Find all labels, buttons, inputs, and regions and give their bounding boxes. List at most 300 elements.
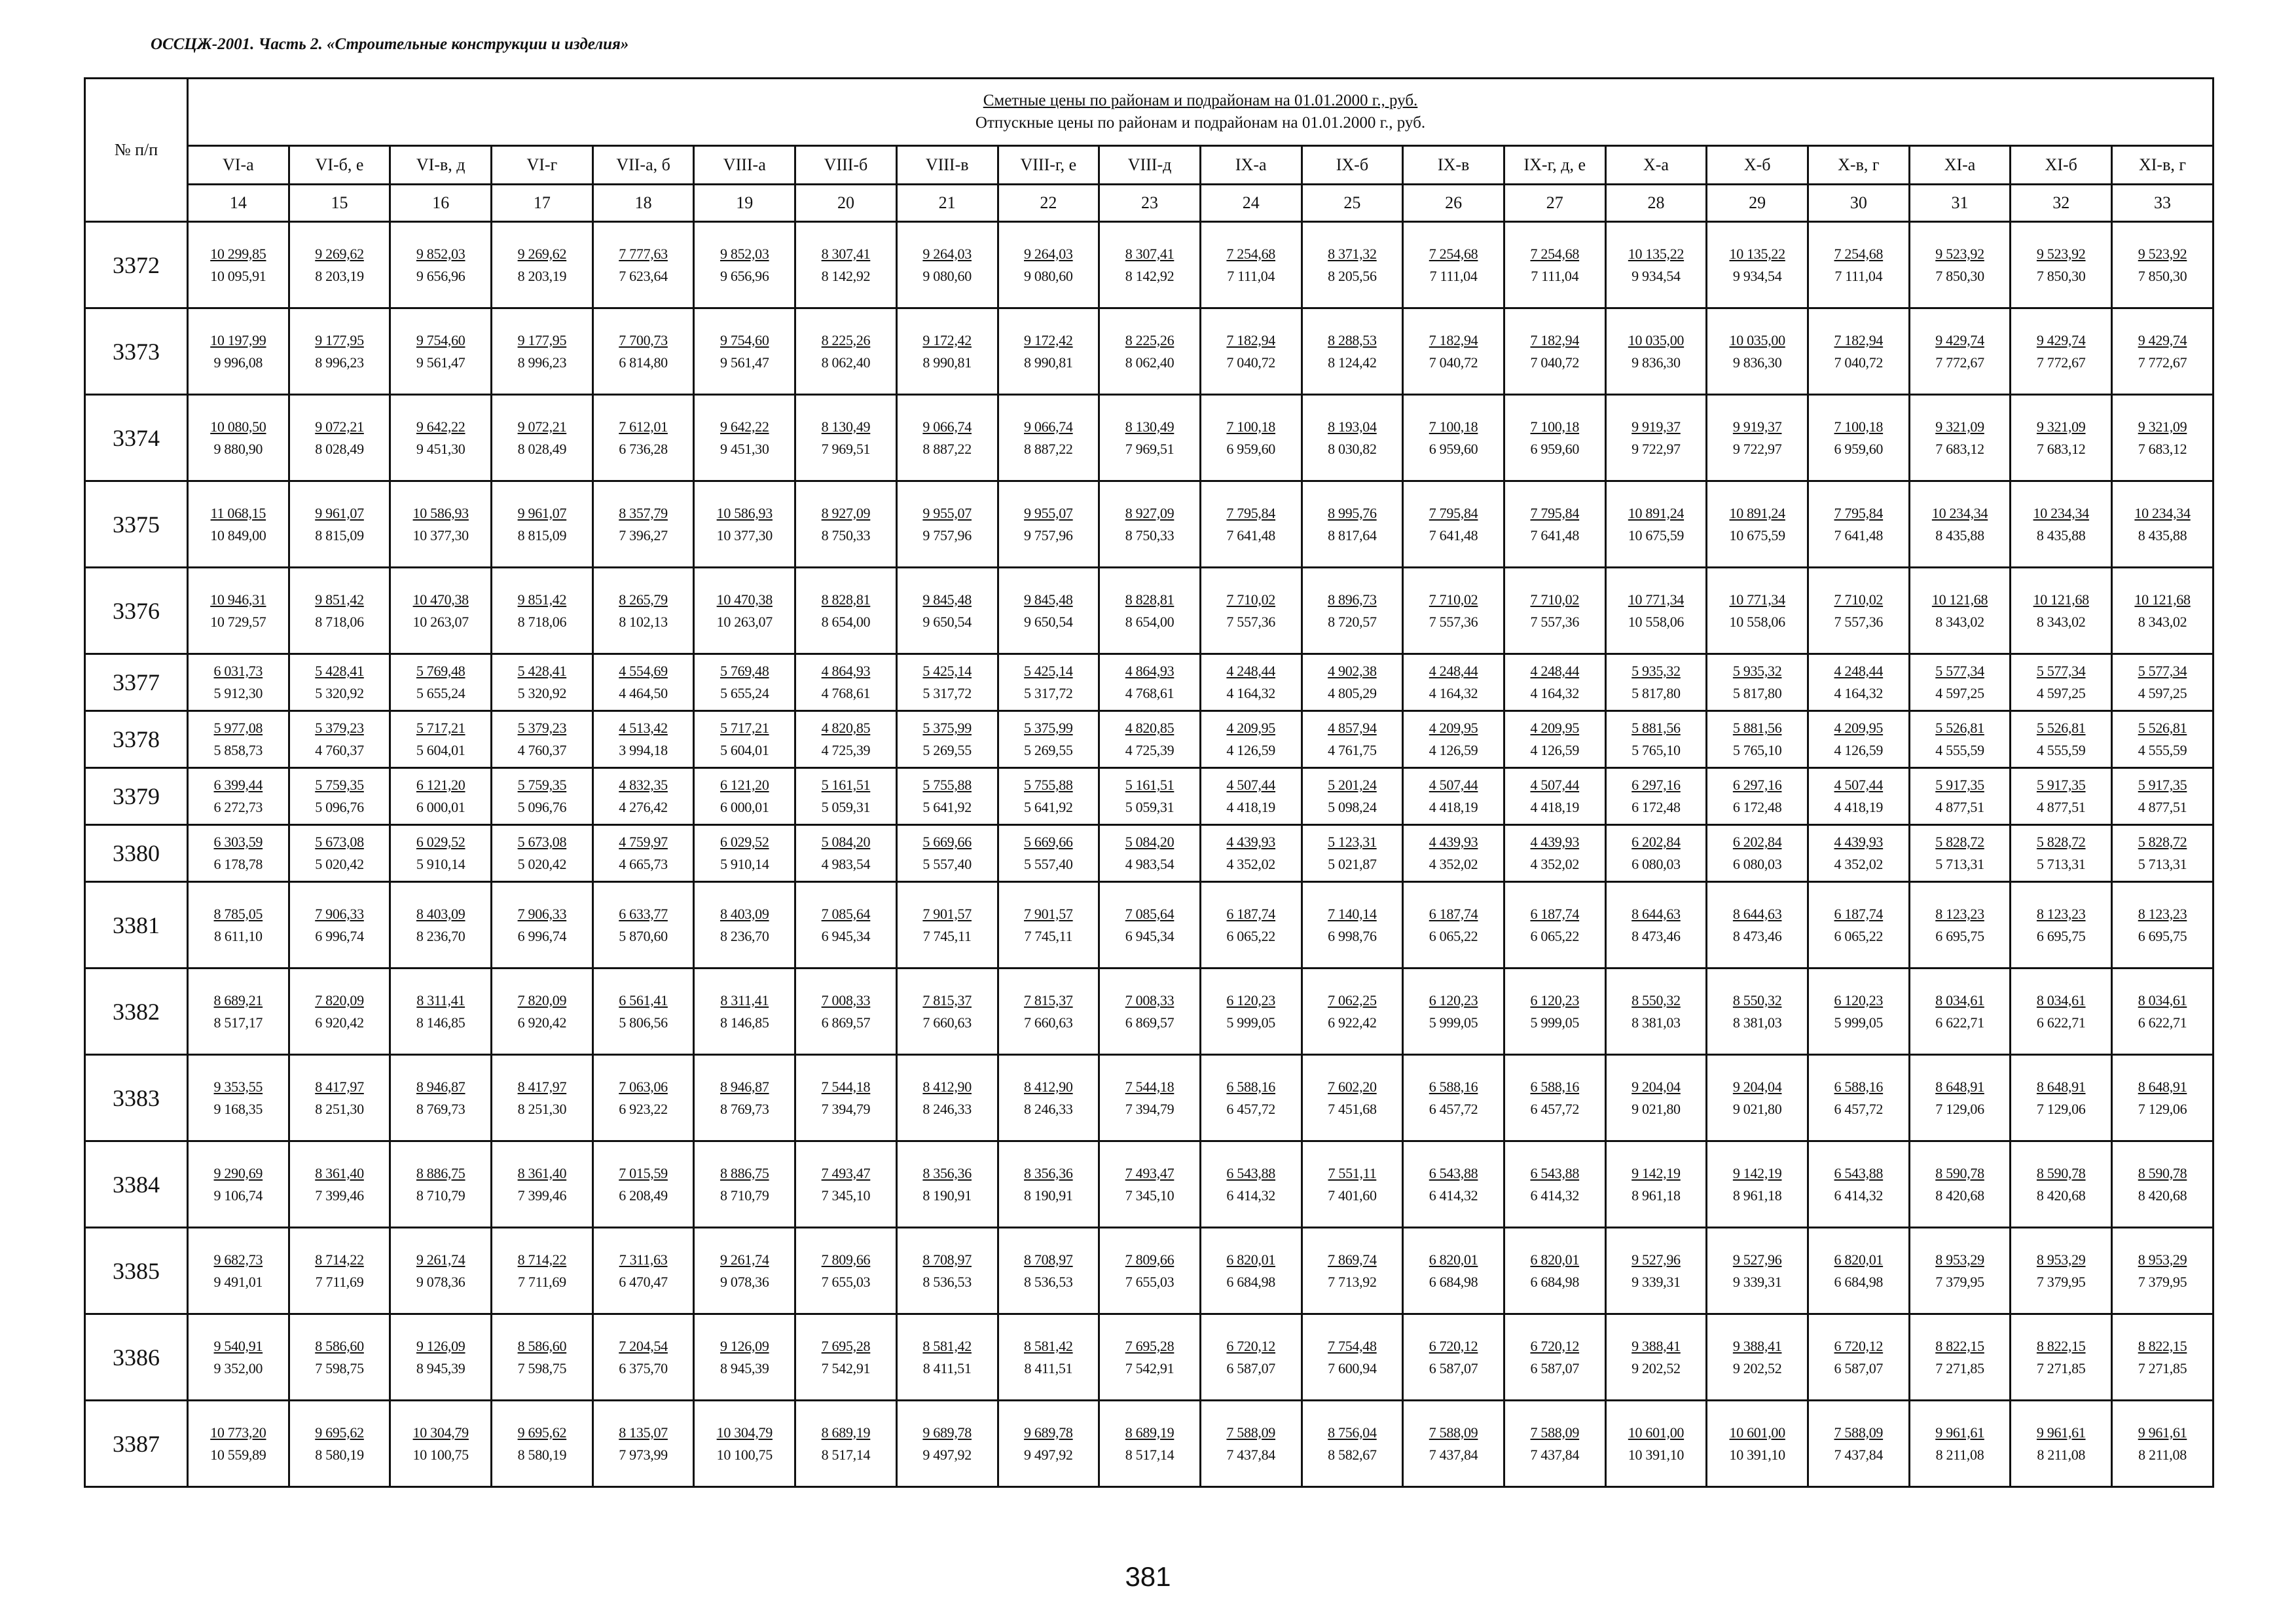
estimated-price: 8 644,63 (1631, 905, 1681, 922)
price-cell (1605, 969, 1707, 1055)
estimated-price: 5 881,56 (1631, 720, 1681, 736)
release-price: 9 202,52 (1631, 1359, 1681, 1376)
estimated-price: 8 708,97 (922, 1251, 972, 1268)
estimated-price: 9 261,74 (720, 1251, 769, 1268)
estimated-price: 10 304,79 (716, 1424, 773, 1441)
price-cell (795, 1141, 897, 1228)
release-price: 4 418,19 (1834, 799, 1884, 815)
estimated-price: 9 429,74 (2036, 331, 2086, 348)
price-cell (896, 882, 998, 969)
release-price: 8 246,33 (922, 1100, 972, 1117)
release-price: 7 641,48 (1834, 526, 1884, 544)
row-number: 3376 (85, 568, 188, 654)
estimated-price: 7 906,33 (517, 905, 567, 922)
estimated-price: 4 832,35 (619, 777, 668, 793)
release-price: 7 394,79 (1125, 1100, 1175, 1117)
price-cell (390, 882, 492, 969)
release-price: 9 561,47 (416, 354, 465, 371)
price-cell (492, 969, 593, 1055)
estimated-price: 8 311,41 (416, 991, 465, 1008)
price-cell (795, 1314, 897, 1401)
release-price: 7 437,84 (1834, 1446, 1884, 1463)
release-price: 7 401,60 (1328, 1187, 1377, 1204)
price-cell (1200, 768, 1302, 825)
estimated-price: 6 120,23 (1834, 991, 1884, 1008)
price-cell (896, 1141, 998, 1228)
release-price: 4 418,19 (1429, 799, 1478, 815)
release-price: 8 435,88 (2036, 526, 2086, 544)
price-cell (390, 308, 492, 395)
estimated-price: 10 135,22 (1628, 245, 1685, 262)
row-number: 3373 (85, 308, 188, 395)
release-price: 7 451,68 (1328, 1100, 1377, 1117)
price-cell (1605, 481, 1707, 568)
price-cell (1605, 1055, 1707, 1141)
release-price: 7 040,72 (1530, 354, 1580, 371)
release-price: 4 725,39 (1125, 742, 1175, 758)
release-price: 6 457,72 (1530, 1100, 1580, 1117)
price-cell (1909, 568, 2011, 654)
release-price: 7 396,27 (619, 526, 668, 544)
price-cell (694, 882, 795, 969)
table-body (85, 222, 2214, 1487)
estimated-price: 4 439,93 (1530, 834, 1580, 850)
estimated-price: 10 080,50 (210, 418, 266, 435)
estimated-price: 6 720,12 (1429, 1337, 1478, 1354)
price-cell (1302, 1401, 1403, 1487)
release-price: 6 065,22 (1226, 927, 1276, 944)
price-cell (1099, 395, 1201, 481)
price-cell (1302, 568, 1403, 654)
price-cell (1200, 481, 1302, 568)
estimated-price: 8 822,15 (2036, 1337, 2086, 1354)
price-cell (1909, 768, 2011, 825)
price-cell (492, 654, 593, 711)
release-price: 5 604,01 (416, 742, 465, 758)
price-cell (896, 568, 998, 654)
price-cell (1605, 395, 1707, 481)
estimated-price: 7 795,84 (1429, 504, 1478, 521)
price-cell (492, 882, 593, 969)
estimated-price: 6 543,88 (1226, 1164, 1276, 1181)
price-cell (289, 882, 390, 969)
estimated-price: 8 886,75 (416, 1164, 465, 1181)
column-number: 19 (694, 185, 795, 222)
release-price: 4 760,37 (315, 742, 364, 758)
release-price: 6 080,03 (1631, 856, 1681, 872)
table-row (85, 825, 2214, 882)
estimated-price: 7 182,94 (1530, 331, 1580, 348)
estimated-price: 10 234,34 (2033, 504, 2089, 521)
estimated-price: 5 673,08 (517, 834, 567, 850)
price-cell (492, 1314, 593, 1401)
release-price: 5 098,24 (1328, 799, 1377, 815)
release-price: 8 580,19 (315, 1446, 364, 1463)
price-cell (694, 1228, 795, 1314)
table-row (85, 568, 2214, 654)
price-cell (1808, 481, 1910, 568)
estimated-price: 5 577,34 (1935, 663, 1984, 679)
estimated-price: 9 845,48 (922, 591, 972, 608)
price-cell (1302, 481, 1403, 568)
release-price: 8 205,56 (1328, 267, 1377, 284)
estimated-price: 4 248,44 (1226, 663, 1276, 679)
price-cell (1099, 1141, 1201, 1228)
price-cell (1504, 768, 1605, 825)
release-price: 8 961,18 (1732, 1187, 1782, 1204)
price-cell (896, 222, 998, 308)
release-price: 6 959,60 (1834, 440, 1884, 457)
estimated-price: 7 015,59 (619, 1164, 668, 1181)
column-number: 21 (896, 185, 998, 222)
price-cell (1707, 568, 1808, 654)
estimated-price: 5 935,32 (1732, 663, 1782, 679)
release-price: 8 190,91 (1024, 1187, 1073, 1204)
release-price: 8 996,23 (517, 354, 567, 371)
column-number: 15 (289, 185, 390, 222)
release-price: 5 269,55 (1024, 742, 1073, 758)
column-number: 26 (1403, 185, 1504, 222)
price-cell (2112, 1141, 2214, 1228)
estimated-price: 9 204,04 (1732, 1078, 1782, 1095)
estimated-price: 9 955,07 (1024, 504, 1073, 521)
release-price: 7 850,30 (2138, 267, 2187, 284)
price-cell (998, 768, 1099, 825)
region-header: XI-б (2011, 146, 2112, 185)
price-cell (1909, 1401, 2011, 1487)
price-cell (592, 1141, 694, 1228)
estimated-price: 4 554,69 (619, 663, 668, 679)
estimated-price: 8 130,49 (1125, 418, 1175, 435)
release-price: 6 920,42 (517, 1014, 567, 1031)
price-cell (592, 711, 694, 768)
price-cell (1302, 1228, 1403, 1314)
estimated-price: 4 513,42 (619, 720, 668, 736)
estimated-price: 6 588,16 (1530, 1078, 1580, 1095)
release-price: 5 999,05 (1429, 1014, 1478, 1031)
estimated-price: 7 815,37 (922, 991, 972, 1008)
release-price: 8 203,19 (315, 267, 364, 284)
price-cell (1707, 969, 1808, 1055)
estimated-price: 4 902,38 (1328, 663, 1377, 679)
release-price: 6 457,72 (1834, 1100, 1884, 1117)
release-price: 5 021,87 (1328, 856, 1377, 872)
release-price: 10 675,59 (1628, 526, 1685, 544)
price-cell (795, 768, 897, 825)
estimated-price: 10 773,20 (210, 1424, 266, 1441)
estimated-price: 8 412,90 (1024, 1078, 1073, 1095)
release-price: 7 040,72 (1429, 354, 1478, 371)
estimated-price: 6 720,12 (1226, 1337, 1276, 1354)
estimated-price: 7 869,74 (1328, 1251, 1377, 1268)
region-row (85, 146, 2214, 185)
estimated-price: 9 851,42 (517, 591, 567, 608)
price-cell (1099, 969, 1201, 1055)
release-price: 9 934,54 (1631, 267, 1681, 284)
price-cell (1403, 222, 1504, 308)
price-cell (1099, 768, 1201, 825)
price-cell (795, 568, 897, 654)
price-cell (1403, 711, 1504, 768)
price-cell (1200, 308, 1302, 395)
release-price: 6 457,72 (1429, 1100, 1478, 1117)
estimated-price: 8 123,23 (2138, 905, 2187, 922)
price-cell (896, 1401, 998, 1487)
estimated-price: 5 375,99 (922, 720, 972, 736)
estimated-price: 9 523,92 (2036, 245, 2086, 262)
price-cell (998, 711, 1099, 768)
release-price: 6 000,01 (720, 799, 769, 815)
release-price: 5 317,72 (1024, 685, 1073, 701)
release-price: 10 558,06 (1729, 613, 1785, 630)
release-price: 5 655,24 (416, 685, 465, 701)
price-cell (390, 1055, 492, 1141)
price-cell (795, 969, 897, 1055)
release-price: 8 343,02 (1935, 613, 1984, 630)
estimated-price: 6 820,01 (1834, 1251, 1884, 1268)
price-cell (1200, 654, 1302, 711)
price-cell (1707, 768, 1808, 825)
price-cell (1808, 1055, 1910, 1141)
release-price: 7 271,85 (2036, 1359, 2086, 1376)
price-cell (592, 395, 694, 481)
price-cell (2011, 222, 2112, 308)
price-cell (1302, 711, 1403, 768)
release-price: 7 345,10 (821, 1187, 871, 1204)
price-cell (1200, 395, 1302, 481)
price-cell (694, 568, 795, 654)
region-header: VIII-в (896, 146, 998, 185)
estimated-price: 5 084,20 (821, 834, 871, 850)
price-cell (1099, 481, 1201, 568)
release-price: 5 912,30 (213, 685, 263, 701)
estimated-price: 9 852,03 (720, 245, 769, 262)
release-price: 7 129,06 (2138, 1100, 2187, 1117)
price-cell (2112, 1401, 2214, 1487)
estimated-price: 7 710,02 (1429, 591, 1478, 608)
estimated-price: 7 551,11 (1328, 1164, 1377, 1181)
estimated-price: 6 720,12 (1834, 1337, 1884, 1354)
release-price: 7 437,84 (1429, 1446, 1478, 1463)
release-price: 8 887,22 (1024, 440, 1073, 457)
price-cell (390, 1141, 492, 1228)
price-cell (1808, 711, 1910, 768)
release-price: 6 684,98 (1530, 1273, 1580, 1290)
estimated-price: 6 187,74 (1834, 905, 1884, 922)
estimated-price: 10 121,68 (2033, 591, 2089, 608)
estimated-price: 8 403,09 (720, 905, 769, 922)
price-cell (188, 1141, 289, 1228)
estimated-price: 9 269,62 (517, 245, 567, 262)
release-price: 10 391,10 (1729, 1446, 1785, 1463)
price-cell (1909, 1141, 2011, 1228)
estimated-price: 5 759,35 (517, 777, 567, 793)
estimated-price: 7 795,84 (1834, 504, 1884, 521)
price-cell (998, 882, 1099, 969)
estimated-price: 7 809,66 (821, 1251, 871, 1268)
release-price: 5 713,31 (2138, 856, 2187, 872)
table-row (85, 1141, 2214, 1228)
price-cell (998, 1314, 1099, 1401)
release-price: 6 922,42 (1328, 1014, 1377, 1031)
price-cell (795, 711, 897, 768)
release-price: 5 641,92 (922, 799, 972, 815)
release-price: 5 557,40 (1024, 856, 1073, 872)
column-number: 28 (1605, 185, 1707, 222)
estimated-price: 9 261,74 (416, 1251, 465, 1268)
estimated-price: 8 714,22 (517, 1251, 567, 1268)
estimated-price: 9 066,74 (922, 418, 972, 435)
estimated-price: 7 140,14 (1328, 905, 1377, 922)
estimated-price: 7 100,18 (1530, 418, 1580, 435)
price-cell (188, 1314, 289, 1401)
estimated-price: 9 754,60 (720, 331, 769, 348)
release-price: 8 769,73 (416, 1100, 465, 1117)
price-cell (2112, 882, 2214, 969)
price-cell (1099, 711, 1201, 768)
estimated-price: 9 353,55 (213, 1078, 263, 1095)
release-price: 5 806,56 (619, 1014, 668, 1031)
release-price: 6 622,71 (1935, 1014, 1984, 1031)
estimated-price: 9 177,95 (315, 331, 364, 348)
price-cell (2011, 768, 2112, 825)
estimated-price: 9 689,78 (1024, 1424, 1073, 1441)
price-cell (289, 308, 390, 395)
price-cell (1302, 768, 1403, 825)
release-price: 4 418,19 (1530, 799, 1580, 815)
estimated-price: 9 540,91 (213, 1337, 263, 1354)
release-price: 4 805,29 (1328, 685, 1377, 701)
estimated-price: 4 507,44 (1226, 777, 1276, 793)
price-cell (1909, 308, 2011, 395)
release-price: 8 211,08 (2138, 1446, 2187, 1463)
estimated-price: 7 008,33 (1125, 991, 1175, 1008)
release-price: 6 959,60 (1429, 440, 1478, 457)
price-cell (1200, 222, 1302, 308)
estimated-price: 6 588,16 (1226, 1078, 1276, 1095)
estimated-price: 9 172,42 (1024, 331, 1073, 348)
price-cell (592, 481, 694, 568)
region-header: VI-б, е (289, 146, 390, 185)
estimated-price: 8 225,26 (1125, 331, 1175, 348)
price-cell (1302, 222, 1403, 308)
price-cell (2112, 222, 2214, 308)
release-price: 9 722,97 (1732, 440, 1782, 457)
price-cell (2112, 1228, 2214, 1314)
estimated-price: 8 995,76 (1328, 504, 1377, 521)
estimated-price: 6 031,73 (213, 663, 263, 679)
release-price: 6 814,80 (619, 354, 668, 371)
release-price: 6 695,75 (2036, 927, 2086, 944)
price-cell (188, 711, 289, 768)
region-header: VIII-а (694, 146, 795, 185)
estimated-price: 8 586,60 (517, 1337, 567, 1354)
estimated-price: 8 822,15 (1935, 1337, 1984, 1354)
price-cell (1200, 711, 1302, 768)
region-header: XI-а (1909, 146, 2011, 185)
price-cell (1909, 654, 2011, 711)
price-cell (1099, 308, 1201, 395)
estimated-price: 7 906,33 (315, 905, 364, 922)
release-price: 8 580,19 (517, 1446, 567, 1463)
estimated-price: 6 588,16 (1834, 1078, 1884, 1095)
estimated-price: 6 120,23 (1226, 991, 1276, 1008)
release-price: 9 078,36 (416, 1273, 465, 1290)
estimated-price: 7 695,28 (821, 1337, 871, 1354)
release-price: 7 040,72 (1834, 354, 1884, 371)
estimated-price: 8 953,29 (2138, 1251, 2187, 1268)
estimated-price: 7 254,68 (1429, 245, 1478, 262)
release-price: 8 654,00 (1125, 613, 1175, 630)
estimated-price: 5 428,41 (517, 663, 567, 679)
release-price: 7 772,67 (2036, 354, 2086, 371)
estimated-price: 9 919,37 (1732, 418, 1782, 435)
release-price: 7 772,67 (1935, 354, 1984, 371)
table-title (188, 79, 2214, 146)
price-cell (1504, 1055, 1605, 1141)
release-price: 6 172,48 (1631, 799, 1681, 815)
release-price: 4 352,02 (1226, 856, 1276, 872)
price-cell (1808, 395, 1910, 481)
price-cell (795, 882, 897, 969)
estimated-price: 8 648,91 (2138, 1078, 2187, 1095)
release-price: 8 961,18 (1631, 1187, 1681, 1204)
estimated-price: 8 356,36 (1024, 1164, 1073, 1181)
estimated-price: 7 795,84 (1226, 504, 1276, 521)
price-cell (188, 1401, 289, 1487)
release-price: 8 945,39 (720, 1359, 769, 1376)
estimated-price: 5 769,48 (720, 663, 769, 679)
estimated-price: 10 891,24 (1628, 504, 1685, 521)
estimated-price: 6 820,01 (1429, 1251, 1478, 1268)
estimated-price: 9 172,42 (922, 331, 972, 348)
price-cell (1605, 882, 1707, 969)
price-cell (1909, 222, 2011, 308)
price-cell (1707, 882, 1808, 969)
price-cell (1605, 768, 1707, 825)
release-price: 8 142,92 (1125, 267, 1175, 284)
estimated-price: 4 439,93 (1834, 834, 1884, 850)
release-price: 10 729,57 (210, 613, 266, 630)
price-cell (1504, 1228, 1605, 1314)
price-cell (1099, 1314, 1201, 1401)
release-price: 7 129,06 (2036, 1100, 2086, 1117)
price-cell (998, 969, 1099, 1055)
price-cell (795, 825, 897, 882)
estimated-price: 4 507,44 (1429, 777, 1478, 793)
price-cell (1403, 308, 1504, 395)
estimated-price: 5 425,14 (922, 663, 972, 679)
price-cell (1707, 1314, 1808, 1401)
estimated-price: 4 248,44 (1429, 663, 1478, 679)
release-price: 5 269,55 (922, 742, 972, 758)
price-cell (289, 222, 390, 308)
estimated-price: 9 388,41 (1732, 1337, 1782, 1354)
estimated-price: 4 209,95 (1834, 720, 1884, 736)
estimated-price: 5 201,24 (1328, 777, 1377, 793)
price-cell (390, 711, 492, 768)
price-cell (998, 568, 1099, 654)
estimated-price: 8 356,36 (922, 1164, 972, 1181)
price-cell (289, 711, 390, 768)
price-cell (1808, 1228, 1910, 1314)
price-cell (896, 654, 998, 711)
price-cell (2112, 568, 2214, 654)
release-price: 7 683,12 (1935, 440, 1984, 457)
estimated-price: 7 182,94 (1226, 331, 1276, 348)
price-cell (1302, 1141, 1403, 1228)
release-price: 6 208,49 (619, 1187, 668, 1204)
